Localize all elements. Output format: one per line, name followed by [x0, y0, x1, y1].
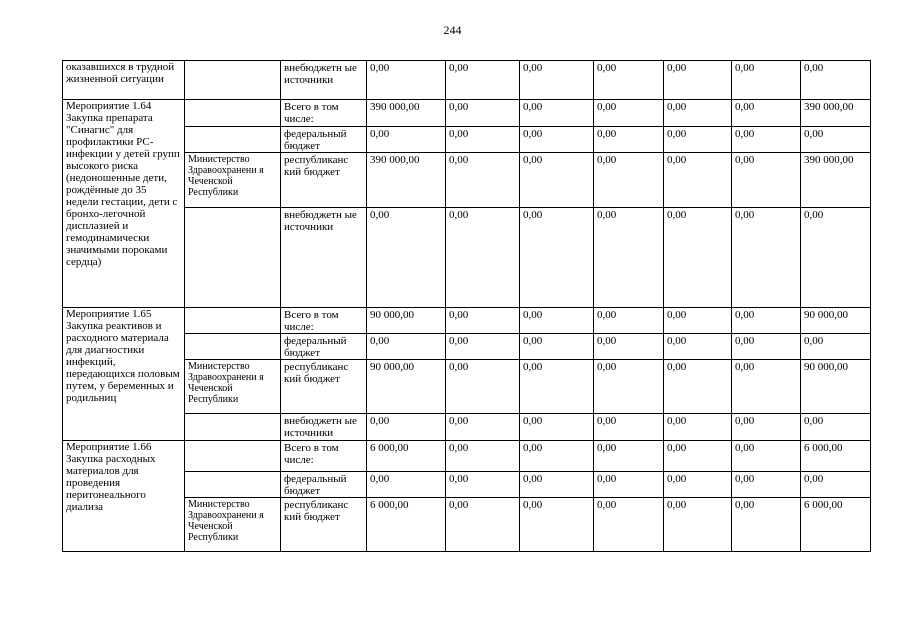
value-cell: 0,00 — [446, 498, 520, 552]
value-cell: 0,00 — [594, 61, 664, 100]
value-cell: 0,00 — [732, 472, 801, 498]
ministry-cell: Министерство Здравоохранени я Чеченской Республики — [185, 498, 281, 552]
value-cell: 0,00 — [801, 208, 871, 308]
value-cell: 0,00 — [664, 334, 732, 360]
ministry-cell — [185, 100, 281, 127]
measure-cell: Мероприятие 1.65 Закупка реактивов и расходного материала для диагностики инфекций, передающихся половым путем, у беременных и родильниц — [63, 308, 185, 441]
table-row — [63, 153, 871, 208]
value-cell: 0,00 — [594, 441, 664, 472]
value-cell: 0,00 — [520, 441, 594, 472]
value-cell: 0,00 — [664, 472, 732, 498]
value-cell: 0,00 — [732, 334, 801, 360]
value-cell: 0,00 — [520, 308, 594, 334]
source-cell: федеральный бюджет — [281, 472, 367, 498]
measure-cell: Мероприятие 1.66 Закупка расходных материалов для проведения перитонеального диализа — [63, 441, 185, 552]
value-cell: 0,00 — [520, 127, 594, 153]
value-cell: 0,00 — [664, 441, 732, 472]
value-cell: 6 000,00 — [367, 441, 446, 472]
value-cell: 90 000,00 — [801, 360, 871, 414]
value-cell: 0,00 — [664, 153, 732, 208]
value-cell: 0,00 — [732, 441, 801, 472]
table-row — [63, 360, 871, 414]
ministry-cell — [185, 441, 281, 472]
value-cell: 390 000,00 — [801, 153, 871, 208]
value-cell: 0,00 — [594, 100, 664, 127]
value-cell: 0,00 — [520, 360, 594, 414]
value-cell: 0,00 — [732, 127, 801, 153]
table-row — [63, 61, 871, 100]
value-cell: 0,00 — [594, 498, 664, 552]
budget-table — [62, 60, 871, 552]
value-cell: 0,00 — [801, 334, 871, 360]
table-row — [63, 441, 871, 472]
value-cell: 90 000,00 — [367, 360, 446, 414]
value-cell: 0,00 — [520, 472, 594, 498]
table-row — [63, 334, 871, 360]
value-cell: 0,00 — [446, 153, 520, 208]
value-cell: 0,00 — [446, 441, 520, 472]
value-cell: 0,00 — [732, 498, 801, 552]
value-cell: 0,00 — [664, 498, 732, 552]
source-cell: внебюджетн ые источники — [281, 61, 367, 100]
ministry-cell — [185, 472, 281, 498]
value-cell: 0,00 — [732, 308, 801, 334]
value-cell: 90 000,00 — [801, 308, 871, 334]
source-cell: республиканс кий бюджет — [281, 498, 367, 552]
measure-cell: оказавшихся в трудной жизненной ситуации — [63, 61, 185, 100]
value-cell: 0,00 — [367, 472, 446, 498]
ministry-cell — [185, 334, 281, 360]
value-cell: 0,00 — [520, 208, 594, 308]
source-cell: федеральный бюджет — [281, 127, 367, 153]
ministry-cell — [185, 414, 281, 441]
value-cell: 0,00 — [367, 127, 446, 153]
table-row — [63, 208, 871, 308]
ministry-cell — [185, 208, 281, 308]
value-cell: 0,00 — [664, 127, 732, 153]
value-cell: 0,00 — [594, 308, 664, 334]
value-cell: 390 000,00 — [367, 100, 446, 127]
table-row — [63, 308, 871, 334]
value-cell: 0,00 — [446, 360, 520, 414]
ministry-cell — [185, 308, 281, 334]
ministry-cell: Министерство Здравоохранени я Чеченской Республики — [185, 360, 281, 414]
value-cell: 0,00 — [446, 334, 520, 360]
value-cell: 0,00 — [446, 100, 520, 127]
page-number: 244 — [443, 23, 462, 37]
table-row — [63, 100, 871, 127]
value-cell: 90 000,00 — [367, 308, 446, 334]
value-cell: 390 000,00 — [801, 100, 871, 127]
value-cell: 0,00 — [446, 308, 520, 334]
value-cell: 0,00 — [594, 360, 664, 414]
source-cell: внебюджетн ые источники — [281, 208, 367, 308]
value-cell: 0,00 — [446, 127, 520, 153]
source-cell: Всего в том числе: — [281, 441, 367, 472]
value-cell: 6 000,00 — [367, 498, 446, 552]
value-cell: 0,00 — [664, 208, 732, 308]
value-cell: 0,00 — [664, 100, 732, 127]
value-cell: 0,00 — [801, 127, 871, 153]
value-cell: 0,00 — [594, 208, 664, 308]
value-cell: 0,00 — [520, 61, 594, 100]
value-cell: 6 000,00 — [801, 498, 871, 552]
table-row — [63, 414, 871, 441]
value-cell: 0,00 — [732, 153, 801, 208]
value-cell: 0,00 — [732, 360, 801, 414]
value-cell: 0,00 — [367, 334, 446, 360]
value-cell: 0,00 — [446, 414, 520, 441]
value-cell: 0,00 — [367, 208, 446, 308]
source-cell: Всего в том числе: — [281, 100, 367, 127]
table-row — [63, 472, 871, 498]
value-cell: 0,00 — [801, 472, 871, 498]
value-cell: 0,00 — [520, 100, 594, 127]
value-cell: 0,00 — [446, 472, 520, 498]
value-cell: 0,00 — [594, 414, 664, 441]
value-cell: 0,00 — [446, 61, 520, 100]
value-cell: 0,00 — [664, 61, 732, 100]
value-cell: 0,00 — [594, 472, 664, 498]
value-cell: 390 000,00 — [367, 153, 446, 208]
value-cell: 0,00 — [732, 100, 801, 127]
ministry-cell — [185, 61, 281, 100]
value-cell: 0,00 — [732, 208, 801, 308]
value-cell: 0,00 — [594, 334, 664, 360]
table-row — [63, 127, 871, 153]
value-cell: 0,00 — [446, 208, 520, 308]
table-row — [63, 498, 871, 552]
value-cell: 0,00 — [732, 414, 801, 441]
value-cell: 0,00 — [520, 414, 594, 441]
value-cell: 0,00 — [594, 153, 664, 208]
source-cell: внебюджетн ые источники — [281, 414, 367, 441]
source-cell: федеральный бюджет — [281, 334, 367, 360]
value-cell: 0,00 — [801, 61, 871, 100]
value-cell: 0,00 — [732, 61, 801, 100]
value-cell: 0,00 — [594, 127, 664, 153]
value-cell: 6 000,00 — [801, 441, 871, 472]
value-cell: 0,00 — [367, 414, 446, 441]
source-cell: Всего в том числе: — [281, 308, 367, 334]
value-cell: 0,00 — [664, 360, 732, 414]
value-cell: 0,00 — [520, 153, 594, 208]
source-cell: республиканс кий бюджет — [281, 360, 367, 414]
value-cell: 0,00 — [664, 308, 732, 334]
value-cell: 0,00 — [664, 414, 732, 441]
source-cell: республиканс кий бюджет — [281, 153, 367, 208]
table-body — [63, 61, 871, 552]
ministry-cell: Министерство Здравоохранени я Чеченской Республики — [185, 153, 281, 208]
value-cell: 0,00 — [520, 334, 594, 360]
value-cell: 0,00 — [520, 498, 594, 552]
measure-cell: Мероприятие 1.64 Закупка препарата "Синагис" для профилактики РС-инфекции у детей групп высокого риска (недоношенные дети, рождённые до 35 недели гестации, дети с бронхо-легочной дисплазией и гемодинамически значимыми пороками сердца) — [63, 100, 185, 308]
value-cell: 0,00 — [367, 61, 446, 100]
ministry-cell — [185, 127, 281, 153]
value-cell: 0,00 — [801, 414, 871, 441]
